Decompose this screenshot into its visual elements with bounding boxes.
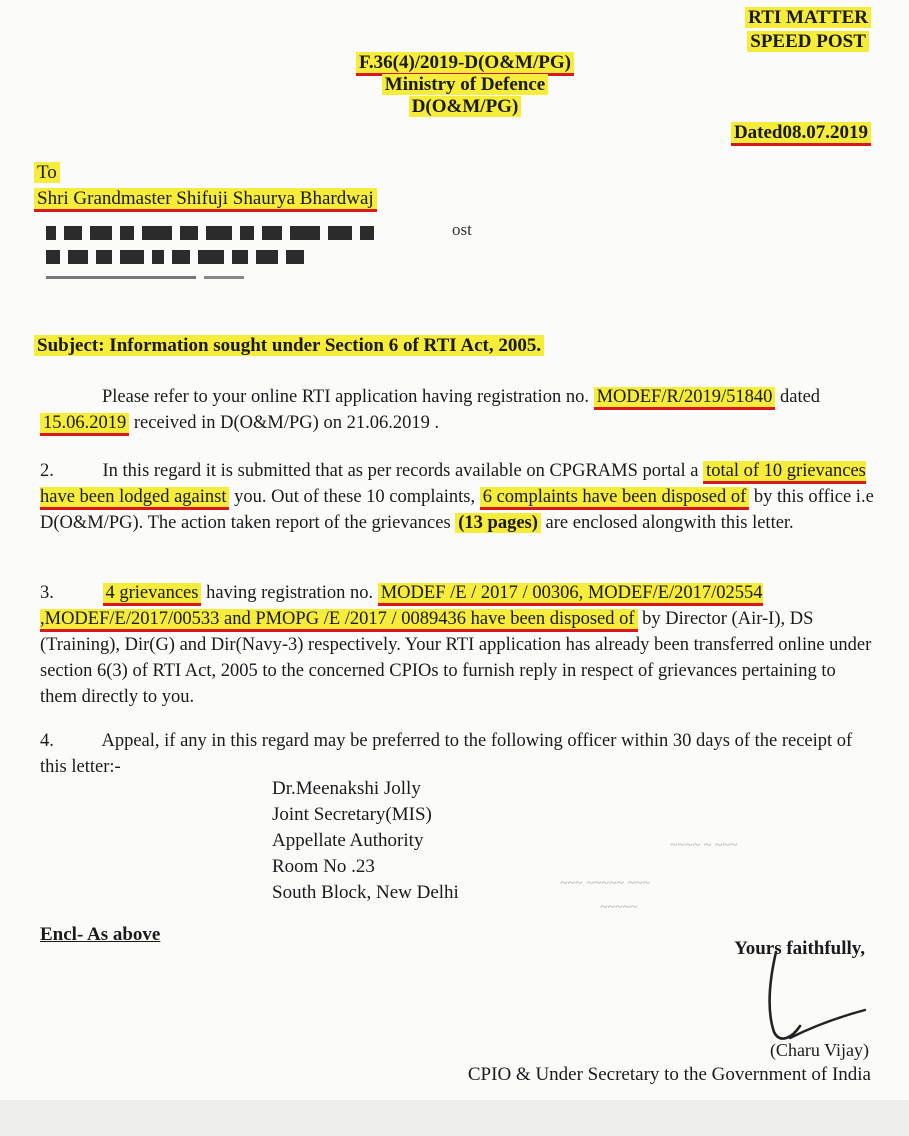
addressee-block xyxy=(34,160,377,212)
officer-room: Room No .23 xyxy=(272,856,375,877)
para2-text-b: you. Out of these 10 complaints, xyxy=(234,487,476,507)
para3-text-b: by Director (Air-I), DS (Training), Dir(G) and Dir(Navy-3) respectively. Your RTI application has already been transferred online under section 6(3) of RTI Act, 2005 to the concerned CPIOs to furnish reply in respect of grievances pertaining to them directly to you. xyxy=(40,609,872,707)
subject-line xyxy=(34,335,544,357)
signature xyxy=(740,948,870,1048)
para1-text-c: received in D(O&M/PG) on 21.06.2019 . xyxy=(133,413,440,433)
redacted-address-line-2 xyxy=(46,250,312,264)
dated-text: Dated08.07.2019 xyxy=(731,122,871,146)
para2-text-c: by this office i.e D(O&M/PG). The action taken report of the grievances xyxy=(40,487,874,533)
rti-matter-block xyxy=(745,6,871,54)
para2-number: 2. xyxy=(40,461,54,481)
file-header xyxy=(320,52,610,118)
paragraph-4 xyxy=(40,728,875,780)
para4-text: Appeal, if any in this regard may be preferred to the following officer within 30 days of the receipt of this letter:- xyxy=(40,731,853,777)
officer-name: Dr.Meenakshi Jolly xyxy=(272,778,421,799)
registration-number: MODEF/R/2019/51840 xyxy=(594,387,776,410)
file-number: F.36(4)/2019-D(O&M/PG) xyxy=(356,52,574,76)
bleed-through-mark: ~~~ ~~~~~ ~~~ xyxy=(560,876,651,891)
para3-number: 3. xyxy=(40,583,54,603)
partial-address-text: ost xyxy=(452,220,472,239)
division-name: D(O&M/PG) xyxy=(409,96,522,117)
para1-text-a: Please refer to your online RTI application having registration no. xyxy=(102,387,589,407)
bottom-margin xyxy=(0,1100,909,1136)
paragraph-1 xyxy=(40,384,875,436)
bleed-through-mark: ~~~~ ~ ~~~ xyxy=(670,838,738,853)
officer-address: South Block, New Delhi xyxy=(272,882,459,903)
ministry-name: Ministry of Defence xyxy=(382,74,548,95)
para4-number: 4. xyxy=(40,731,54,751)
paragraph-3 xyxy=(40,580,875,710)
signatory-title: CPIO & Under Secretary to the Government of India xyxy=(467,1064,871,1085)
paragraph-2 xyxy=(40,458,875,536)
appellate-officer-block xyxy=(272,776,459,906)
subject-text: Subject: Information sought under Section 6 of RTI Act, 2005. xyxy=(34,335,544,356)
to-label: To xyxy=(34,162,60,183)
redacted-address-line-3 xyxy=(46,276,252,280)
grievance-numbers-highlight: MODEF /E / 2017 / 00306, MODEF/E/2017/02554 ,MODEF/E/2017/00533 and PMOPG /E /2017 / 0089436 have been disposed of xyxy=(40,583,763,632)
grievances-lodged-highlight: total of 10 grievances have been lodged against xyxy=(40,461,866,510)
redacted-address-line-1 xyxy=(46,226,382,240)
addressee-name: Shri Grandmaster Shifuji Shaurya Bhardwaj xyxy=(34,188,377,212)
yours-faithfully: Yours faithfully, xyxy=(734,938,865,959)
speed-post-label: SPEED POST xyxy=(747,31,869,52)
letter-date xyxy=(731,122,871,144)
para1-text-b: dated xyxy=(779,387,821,407)
application-date: 15.06.2019 xyxy=(40,413,129,436)
officer-role: Appellate Authority xyxy=(272,830,424,851)
rti-matter-label: RTI MATTER xyxy=(745,7,871,28)
para2-text-a: In this regard it is submitted that as per records available on CPGRAMS portal a xyxy=(102,461,699,481)
para2-text-d: are enclosed alongwith this letter. xyxy=(545,513,794,533)
complaints-disposed-highlight: 6 complaints have been disposed of xyxy=(480,487,750,510)
four-grievances-highlight: 4 grievances xyxy=(103,583,202,606)
bleed-through-mark: ~~~~~ xyxy=(600,900,638,915)
enclosure-note: Encl- As above xyxy=(40,924,161,945)
pages-count-highlight: (13 pages) xyxy=(455,513,541,533)
officer-designation: Joint Secretary(MIS) xyxy=(272,804,432,825)
para3-text-a: having registration no. xyxy=(206,583,374,603)
signatory-name: (Charu Vijay) xyxy=(769,1040,869,1060)
